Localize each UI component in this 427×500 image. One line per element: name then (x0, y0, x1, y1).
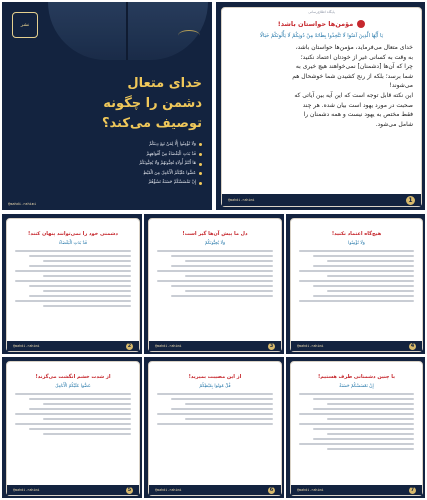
card-verse: عَضُّوا عَلَیْكُمُ الْأَنَامِلَ (55, 384, 91, 389)
cover-point: قَدْ بَدَتِ الْبَغْضَاءُ مِنْ أَفْوَاهِهِمْ (18, 150, 202, 160)
cover-points (18, 140, 202, 188)
card-title: هیچ‌گاه اعتماد نکنید! (331, 231, 382, 237)
card-title: با چنین دشمنانی طرف هستیم! (317, 374, 396, 380)
title-badge-icon (357, 20, 365, 28)
page-number: 3 (269, 342, 274, 349)
cover-point: عَضُّوا عَلَیْكُمُ الْأَنَامِلَ مِنَ الْغَیْظِ (18, 169, 202, 179)
card-text-lines (299, 250, 414, 302)
card-frame (144, 357, 284, 498)
card-title: دشمنی خود را نمی‌توانند پنهان کنند! (28, 231, 118, 237)
card-frame (2, 214, 142, 354)
page-number: 5 (127, 486, 132, 493)
card-verse: إِنْ تَمْسَسْكُمْ حَسَنَةٌ (339, 384, 374, 389)
content-card: از این مصیبت بمیرید! قُلْ مُوتُوا بِغَیْظِكُمْ @mahdi.rahimi 6 (148, 361, 282, 496)
cover-point: إِنْ تَمْسَسْكُمْ حَسَنَةٌ تَسُؤْهُمْ (18, 178, 202, 188)
page-number: 1 (406, 196, 415, 205)
content-card: با چنین دشمنانی طرف هستیم! إِنْ تَمْسَسْكُمْ حَسَنَةٌ @mahdi.rahimi 7 (290, 361, 423, 496)
card-text-lines (157, 250, 273, 297)
cover-title: خدای متعال دشمن را چگونه توصیف می‌کند؟ (101, 76, 202, 131)
card-verse: وَلَا تُؤْمِنُوا (348, 241, 365, 246)
content-card: هیچ‌گاه اعتماد نکنید! وَلَا تُؤْمِنُوا @mahdi.rahimi 4 (290, 218, 423, 352)
main-card (221, 7, 422, 207)
card-frame (2, 357, 142, 498)
decorative-ornament (178, 30, 200, 41)
card-frame (286, 214, 425, 354)
cover-panel (2, 2, 212, 210)
page-number: 4 (410, 342, 415, 349)
publisher-logo: نشر (12, 12, 38, 38)
content-card: دشمنی خود را نمی‌توانند پنهان کنند! قَدْ بَدَتِ الْبَغْضَاءُ @mahdi.rahimi 2 (6, 218, 140, 352)
page-number: 2 (127, 342, 132, 349)
card-text-lines (299, 393, 414, 450)
card-text-lines (15, 393, 131, 435)
card-verse: قَدْ بَدَتِ الْبَغْضَاءُ (58, 241, 88, 246)
page-number: 7 (410, 486, 415, 493)
content-card: از شدت خشم انگشت می‌گزند! عَضُّوا عَلَیْكُمُ الْأَنَامِلَ @mahdi.rahimi 5 (6, 361, 140, 496)
cover-point: هَا أَنْتُمْ أُولَاءِ تُحِبُّونَهُمْ وَلَا یُحِبُّونَكُمْ (18, 159, 202, 169)
card-text-lines (157, 393, 273, 425)
content-card: دل ما پیش آن‌ها گیر است! وَلَا یُحِبُّونَكُمْ @mahdi.rahimi 3 (148, 218, 282, 352)
card-title: دل ما پیش آن‌ها گیر است! (182, 231, 248, 237)
card-title: از این مصیبت بمیرید! (188, 374, 242, 380)
main-title: مؤمن‌ها حواستان باشد! (277, 20, 354, 28)
page-number: 6 (269, 486, 274, 493)
card-text-lines (15, 250, 131, 307)
footer-handle: @mahdi.rahimi (228, 198, 255, 202)
main-topbar: پایگاه اطلاع‌رسانی (308, 10, 335, 14)
main-paragraph: خدای متعال می‌فرماید، مؤمن‌ها حواستان باشد، به وقت به کسانی غیر از خودتان اعتماد نکنید؛ چرا که آن‌ها [دشمنان] نمی‌خواهند هیچ خیری به شما برسد؛ بلکه از رنج کشیدن شما خوشحال هم می‌شوند! این نکته قابل توجه است که این آیه بین آیاتی که صحبت در مورد یهود است بیان شده. هر چند فقط مختص به یهود نیست و همه دشمنان را شامل می‌شود. (292, 44, 413, 128)
main-verse: یَا أَیُّهَا الَّذِینَ آمَنُوا لَا تَتَّخِذُوا بِطَانَةً مِنْ دُونِكُمْ لَا یَأْلُونَكُمْ خَبَالًا (259, 33, 384, 39)
card-frame (286, 357, 425, 498)
cover-handle: @mahdi.rahimi (8, 202, 37, 206)
main-card-frame (216, 2, 425, 210)
card-title: از شدت خشم انگشت می‌گزند! (35, 374, 111, 380)
card-verse: وَلَا یُحِبُّونَكُمْ (204, 241, 226, 246)
card-frame (144, 214, 284, 354)
card-verse: قُلْ مُوتُوا بِغَیْظِكُمْ (199, 384, 231, 389)
cover-point: وَلَا تُؤْمِنُوا إِلَّا لِمَنْ تَبِعَ دِینَكُمْ (18, 140, 202, 150)
